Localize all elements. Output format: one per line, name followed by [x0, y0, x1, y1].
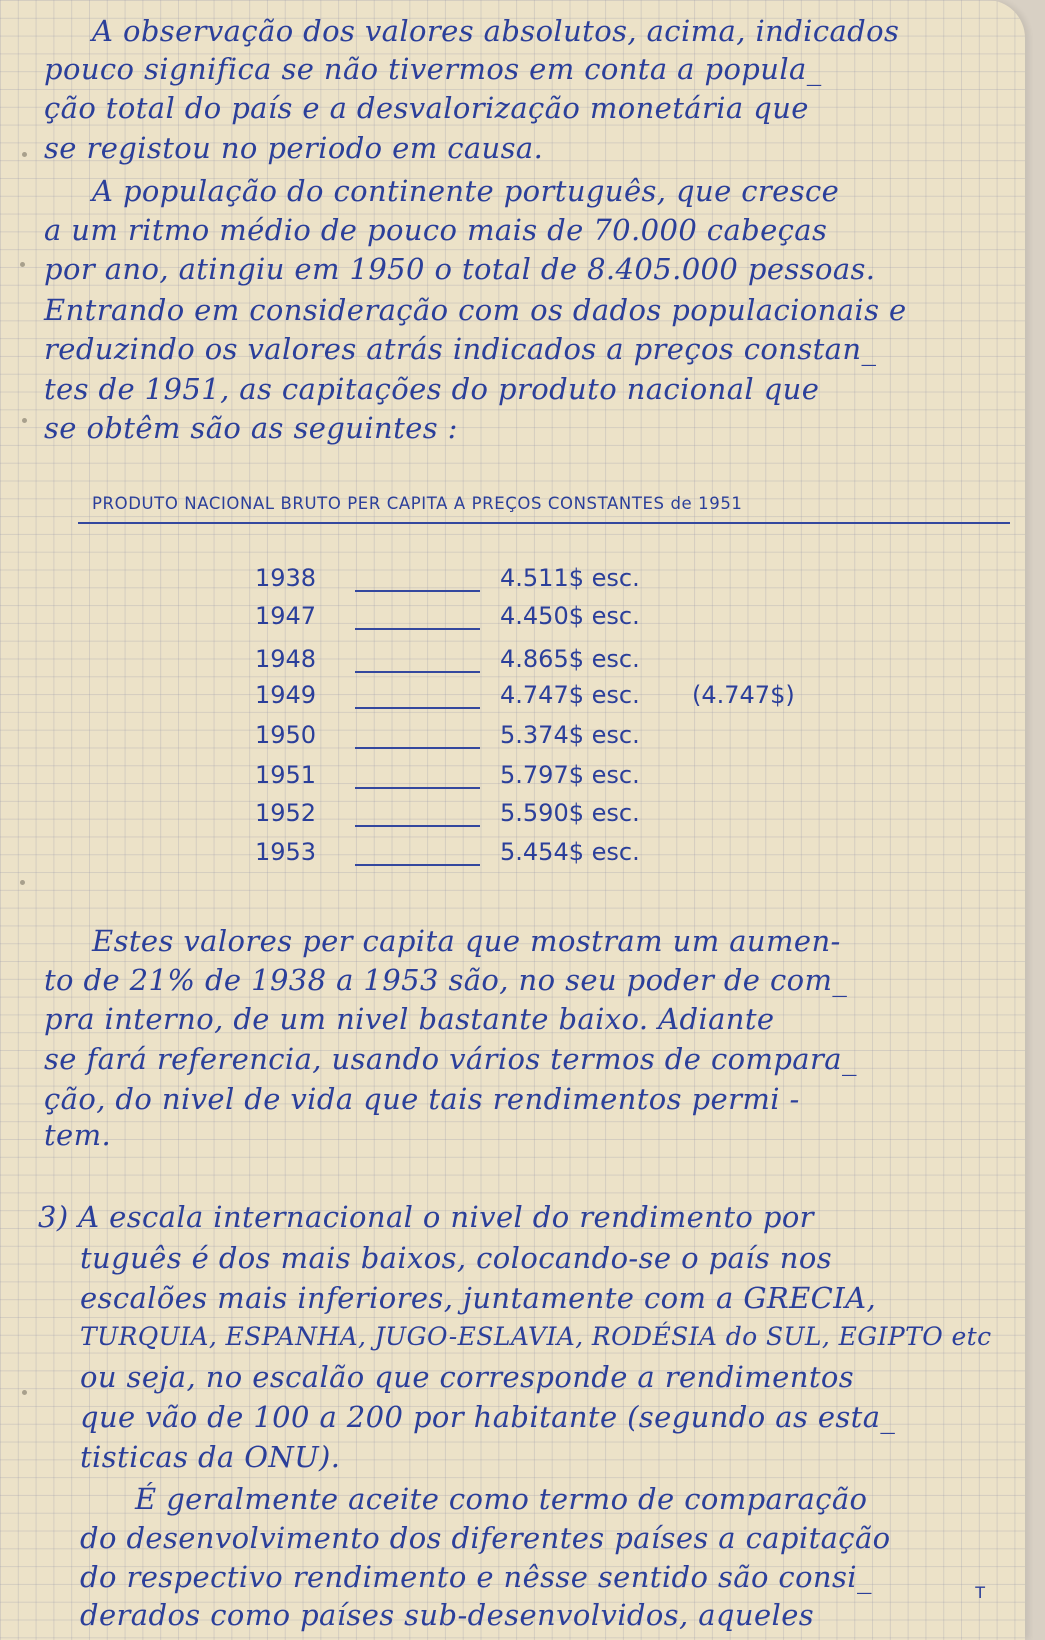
paragraph-1-line: ção total do país e a desvalorização monetária que: [44, 91, 809, 125]
paragraph-5-line: É geralmente aceite como termo de comparação: [135, 1482, 868, 1516]
row-value: 4.511$ esc.: [500, 564, 640, 592]
table-row: [255, 799, 875, 833]
table-row: [255, 645, 875, 679]
row-value: 4.747$ esc.: [500, 681, 640, 709]
row-leader-line: [355, 747, 480, 749]
row-leader-line: [355, 707, 480, 709]
paragraph-2-line: a um ritmo médio de pouco mais de 70.000 cabeças: [44, 213, 828, 247]
paragraph-5-line: do respectivo rendimento e nêsse sentido são consi_: [80, 1560, 872, 1594]
paragraph-2-line: se obtêm são as seguintes :: [44, 411, 458, 445]
row-year: 1951: [255, 761, 317, 789]
table-row: [255, 721, 875, 755]
table-row: [255, 761, 875, 795]
paragraph-1-line: se registou no periodo em causa.: [44, 131, 544, 165]
margin-dot: [22, 152, 27, 157]
row-leader-line: [355, 590, 480, 592]
paragraph-3-line: to de 21% de 1938 a 1953 são, no seu poder de com_: [44, 963, 848, 997]
row-value: 5.590$ esc.: [500, 799, 640, 827]
margin-dot: [20, 880, 25, 885]
paragraph-4-line: 3) A escala internacional o nivel do rendimento por: [38, 1200, 814, 1234]
row-value: 5.454$ esc.: [500, 838, 640, 866]
corner-mark: T: [975, 1583, 985, 1602]
paragraph-1-line: A observação dos valores absolutos, acima, indicados: [92, 14, 900, 48]
paragraph-3-line: Estes valores per capita que mostram um aumen-: [92, 924, 841, 958]
table-row: [255, 681, 875, 715]
paragraph-4-line: tuguês é dos mais baixos, colocando-se o país nos: [80, 1241, 833, 1275]
row-year: 1947: [255, 602, 317, 630]
row-year: 1952: [255, 799, 317, 827]
margin-dot: [22, 1390, 27, 1395]
paragraph-4-line: tisticas da ONU).: [80, 1440, 341, 1474]
paragraph-2-line: Entrando em consideração com os dados populacionais e: [44, 293, 907, 327]
row-leader-line: [355, 787, 480, 789]
row-leader-line: [355, 628, 480, 630]
paragraph-5-line: do desenvolvimento dos diferentes países a capitação: [80, 1521, 891, 1555]
paragraph-2-line: tes de 1951, as capitações do produto nacional que: [44, 372, 820, 406]
row-year: 1948: [255, 645, 317, 673]
table-row: [255, 838, 875, 872]
row-year: 1953: [255, 838, 317, 866]
paragraph-3-line: pra interno, de um nivel bastante baixo. Adiante: [44, 1002, 775, 1036]
row-leader-line: [355, 825, 480, 827]
margin-dot: [20, 262, 25, 267]
table-row: [255, 564, 875, 598]
row-value: 5.374$ esc.: [500, 721, 640, 749]
paragraph-3-line: tem.: [44, 1118, 112, 1152]
paragraph-4-line: ou seja, no escalão que corresponde a rendimentos: [80, 1360, 855, 1394]
row-correction-note: (4.747$): [692, 681, 795, 709]
paragraph-1-line: pouco significa se não tivermos em conta a popula_: [44, 52, 822, 86]
paragraph-3-line: ção, do nivel de vida que tais rendimentos permi -: [44, 1082, 800, 1116]
row-value: 4.450$ esc.: [500, 602, 640, 630]
row-year: 1938: [255, 564, 317, 592]
heading-underline: [78, 522, 1010, 524]
row-year: 1950: [255, 721, 317, 749]
paragraph-3-line: se fará referencia, usando vários termos de compara_: [44, 1042, 857, 1076]
paragraph-4-line: TURQUIA, ESPANHA, JUGO-ESLAVIA, RODÉSIA do SUL, EGIPTO etc: [80, 1322, 992, 1351]
table-heading: PRODUTO NACIONAL BRUTO PER CAPITA A PREÇOS CONSTANTES de 1951: [92, 494, 743, 513]
paragraph-4-line: escalões mais inferiores, juntamente com a GRECIA,: [80, 1281, 877, 1315]
row-leader-line: [355, 864, 480, 866]
row-year: 1949: [255, 681, 317, 709]
paragraph-5-line: derados como países sub-desenvolvidos, aqueles: [80, 1598, 815, 1632]
row-value: 4.865$ esc.: [500, 645, 640, 673]
row-value: 5.797$ esc.: [500, 761, 640, 789]
table-row: [255, 602, 875, 636]
row-leader-line: [355, 671, 480, 673]
paragraph-2-line: A população do continente português, que cresce: [92, 174, 840, 208]
margin-dot: [22, 418, 27, 423]
paragraph-2-line: reduzindo os valores atrás indicados a preços constan_: [44, 332, 877, 366]
paragraph-4-line: que vão de 100 a 200 por habitante (segundo as esta_: [80, 1400, 896, 1434]
paragraph-2-line: por ano, atingiu em 1950 o total de 8.405.000 pessoas.: [44, 252, 876, 286]
